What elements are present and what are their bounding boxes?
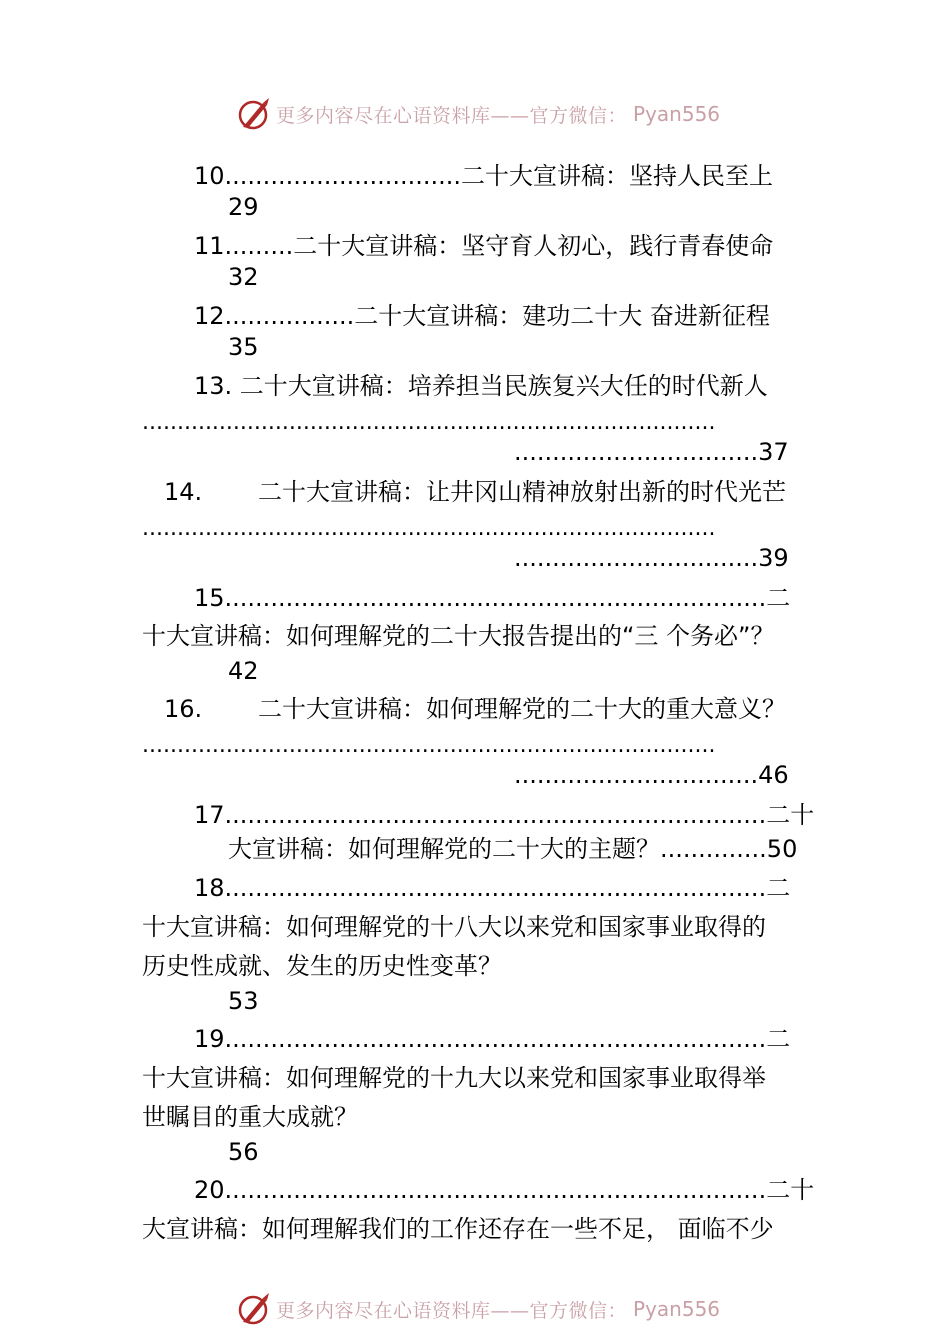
toc-page-number: ................................46	[514, 761, 789, 789]
toc-entry-16-title: 二十大宣讲稿：如何理解党的二十大的重大意义？	[258, 695, 786, 723]
toc-entry-10: 10...............................二十大宣讲稿：坚持人民至上	[194, 162, 774, 190]
toc-page-number: ................................39	[514, 544, 789, 572]
watermark-footer	[236, 1291, 720, 1327]
toc-entry-12: 12.................二十大宣讲稿：建功二十大 奋进新征程	[194, 302, 770, 330]
toc-entry-15: 15.......................................................................二	[194, 584, 791, 612]
toc-entry-17-title: 大宣讲稿：如何理解党的二十大的主题？..............50	[228, 835, 798, 863]
toc-leader-dots: ..................................................................................	[142, 410, 716, 435]
toc-entry-14-title: 二十大宣讲稿：让井冈山精神放射出新的时代光芒	[258, 478, 786, 506]
toc-page-number: 56	[228, 1138, 259, 1166]
toc-entry-13: 13. 二十大宣讲稿：培养担当民族复兴大任的时代新人	[194, 372, 768, 400]
toc-entry-18-title-line2: 历史性成就、发生的历史性变革？	[142, 952, 502, 980]
toc-entry-16-number: 16.	[164, 695, 203, 723]
watermark-text: 更多内容尽在心语资料库——官方微信：	[276, 1299, 628, 1322]
toc-page-number: 53	[228, 987, 259, 1015]
toc-page-number: 35	[228, 333, 259, 361]
toc-leader-dots: ..................................................................................	[142, 516, 716, 541]
toc-page-number: ................................37	[514, 438, 789, 466]
quill-logo-icon	[236, 1291, 272, 1327]
toc-entry-20: 20.......................................................................二十	[194, 1176, 815, 1204]
toc-entry-18-title-line1: 十大宣讲稿：如何理解党的十八大以来党和国家事业取得的	[142, 913, 766, 941]
toc-entry-20-title: 大宣讲稿：如何理解我们的工作还存在一些不足， 面临不少	[142, 1215, 774, 1243]
toc-entry-15-title: 十大宣讲稿：如何理解党的二十大报告提出的“三 个务必”？	[142, 622, 775, 650]
toc-entry-19: 19.......................................................................二	[194, 1025, 791, 1053]
toc-entry-11: 11.........二十大宣讲稿：坚守育人初心，践行青春使命	[194, 232, 774, 260]
toc-entry-19-title-line2: 世瞩目的重大成就？	[142, 1103, 358, 1131]
toc-entry-17: 17.......................................................................二十	[194, 801, 815, 829]
toc-page-number: 32	[228, 263, 259, 291]
watermark-wechat-id: Pyan556	[633, 1297, 721, 1321]
quill-logo-icon	[236, 96, 272, 132]
toc-page-number: 29	[228, 193, 259, 221]
watermark-header	[236, 96, 720, 132]
toc-entry-18: 18.......................................................................二	[194, 874, 791, 902]
toc-entry-14-number: 14.	[164, 478, 203, 506]
watermark-text: 更多内容尽在心语资料库——官方微信：	[276, 104, 628, 127]
toc-page-number: 42	[228, 657, 259, 685]
watermark-wechat-id: Pyan556	[633, 102, 721, 126]
toc-entry-19-title-line1: 十大宣讲稿：如何理解党的十九大以来党和国家事业取得举	[142, 1064, 766, 1092]
toc-leader-dots: ..................................................................................	[142, 733, 716, 758]
